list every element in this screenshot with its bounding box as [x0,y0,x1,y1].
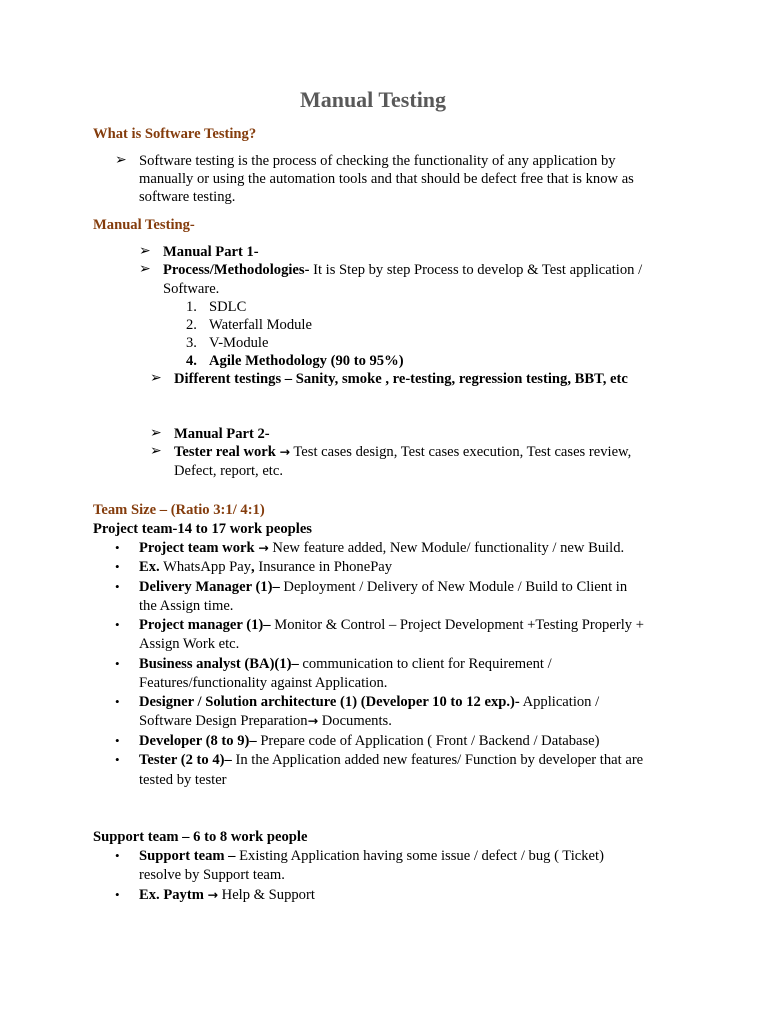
list-number: 1. [186,299,197,315]
list-item [139,693,599,711]
dot-bullet-icon: • [115,656,120,671]
item-text: Insurance in PhonePay [254,559,393,575]
list-item [139,655,552,673]
manual-part2-label: Manual Part 2- [174,426,270,442]
section-heading-manual-testing: Manual Testing- [93,217,195,233]
item-label: Developer (8 to 9)– [139,733,257,749]
list-item [139,886,315,904]
list-item-cont: Features/functionality against Application. [139,675,388,691]
list-number: 3. [186,335,197,351]
support-team-heading: Support team – 6 to 8 work people [93,829,308,845]
tester-real-work-line-cont: Defect, report, etc. [174,463,283,479]
methodology-item: Agile Methodology (90 to 95%) [209,353,404,369]
different-testings-line: Different testings – Sanity, smoke , re-testing, regression testing, BBT, etc [174,371,628,387]
right-arrow-icon: → [279,444,291,459]
item-text: In the Application added new features/ Function by developer that are [231,752,644,768]
manual-part1-label: Manual Part 1- [163,244,259,260]
dot-bullet-icon: • [115,733,120,748]
process-line [163,261,642,279]
methodology-item: Waterfall Module [209,317,312,333]
tester-real-work-line [174,443,631,461]
arrow-bullet-icon: ➢ [150,426,162,441]
item-text: Documents. [318,713,392,729]
process-label: Process/Methodologies- [163,262,310,278]
item-label: Project manager (1)– [139,617,271,633]
arrow-bullet-icon: ➢ [139,244,151,259]
item-label: Ex. Paytm [139,887,208,903]
right-arrow-icon: → [258,540,269,555]
item-text: Existing Application having some issue / defect / bug ( Ticket) [235,848,604,864]
dot-bullet-icon: • [115,540,120,555]
item-label: Delivery Manager (1)– [139,579,280,595]
document-title: Manual Testing [299,87,447,112]
section-heading-what-is: What is Software Testing? [93,126,257,142]
dot-bullet-icon: • [115,579,120,594]
list-item [139,751,643,769]
dot-bullet-icon: • [115,617,120,632]
project-team-heading: Project team-14 to 17 work peoples [93,521,312,537]
section-heading-team-size: Team Size – (Ratio 3:1/ 4:1) [93,502,265,518]
methodology-item: V-Module [209,335,269,351]
item-text: Software Design Preparation [139,713,308,729]
item-label: Business analyst (BA)(1)– [139,656,299,672]
arrow-bullet-icon: ➢ [150,371,162,386]
list-item [139,539,624,557]
dot-bullet-icon: • [115,848,120,863]
item-text: Help & Support [218,887,315,903]
methodology-item: SDLC [209,299,247,315]
item-label: Tester (2 to 4)– [139,752,232,768]
tester-real-work-text: Test cases design, Test cases execution, Test cases review, [290,444,632,460]
process-line-cont: Software. [163,281,220,297]
paragraph-line: manually or using the automation tools and that should be defect free that is know as [139,171,634,187]
item-text: New feature added, New Module/ functionality / new Build. [268,540,625,556]
list-number: 2. [186,317,197,333]
list-item [139,732,600,750]
arrow-bullet-icon: ➢ [115,153,127,168]
list-number: 4. [186,353,197,369]
paragraph-line: Software testing is the process of checking the functionality of any application by [139,153,616,169]
item-text: Prepare code of Application ( Front / Backend / Database) [256,733,600,749]
list-item-cont: Assign Work etc. [139,636,240,652]
item-text: Monitor & Control – Project Development +Testing Properly + [270,617,644,633]
item-comma: , [251,559,255,575]
process-text: It is Step by step Process to develop & Test application / [309,262,643,278]
list-item [139,558,392,576]
arrow-bullet-icon: ➢ [150,444,162,459]
item-text: WhatsApp Pay [159,559,252,575]
dot-bullet-icon: • [115,559,120,574]
list-item-cont [139,712,392,730]
item-text: Deployment / Delivery of New Module / Build to Client in [279,579,628,595]
dot-bullet-icon: • [115,694,120,709]
list-item-cont: the Assign time. [139,598,234,614]
arrow-bullet-icon: ➢ [139,262,151,277]
item-label: Project team work [139,540,259,556]
dot-bullet-icon: • [115,887,120,902]
right-arrow-icon: → [307,713,319,728]
list-item [139,847,604,865]
list-item [139,616,644,634]
tester-real-work-label: Tester real work [174,444,280,460]
item-label: Ex. [139,559,160,575]
item-text: communication to client for Requirement / [298,656,552,672]
item-text: Application / [519,694,600,710]
list-item [139,578,627,596]
right-arrow-icon: → [207,887,218,902]
list-item-cont: tested by tester [139,772,227,788]
dot-bullet-icon: • [115,752,120,767]
item-label: Support team – [139,848,236,864]
list-item-cont: resolve by Support team. [139,867,285,883]
paragraph-line: software testing. [139,189,236,205]
item-label: Designer / Solution architecture (1) (Developer 10 to 12 exp.)- [139,694,520,710]
